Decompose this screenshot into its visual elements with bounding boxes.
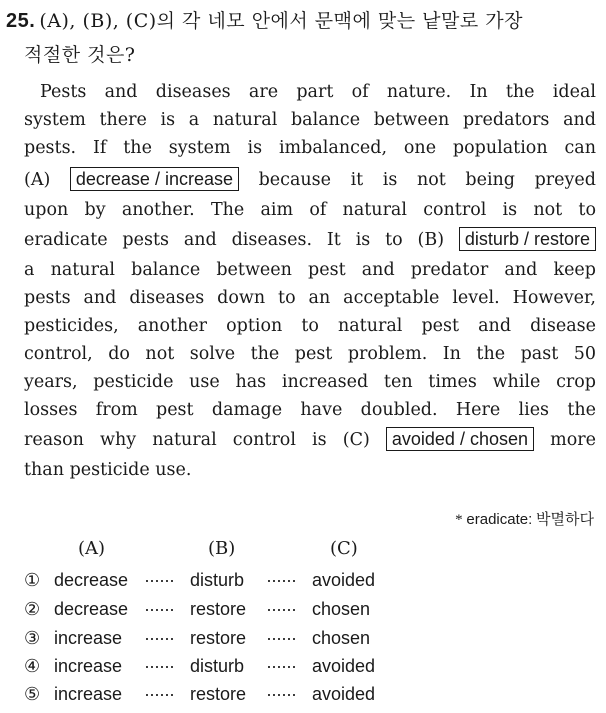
option-a: decrease [54,599,129,619]
column-header-b: (B) [208,538,236,559]
option-a: decrease [54,570,129,590]
separator: ······ [144,570,174,590]
question-prompt-line-2: 적절한 것은? [24,44,136,66]
separator: ······ [266,628,296,648]
choice-box-b: disturb / restore [459,227,596,251]
footnote-marker: * [455,512,463,528]
option-b: restore [190,684,247,704]
passage-line: losses from pest damage have doubled. Here lies the [24,400,596,420]
choice-option-1[interactable] [24,566,444,594]
option-c: avoided [312,570,376,590]
choice-option-3[interactable] [24,624,444,652]
passage-text: because it is not being preyed [258,170,596,190]
passage-line-with-box-b [24,226,596,254]
option-number: ③ [24,628,41,648]
choice-box-a: decrease / increase [70,167,239,191]
passage-line: Pests and diseases are part of nature. In the ideal [40,82,596,102]
option-c: chosen [312,628,371,648]
choice-box-c: avoided / chosen [386,427,534,451]
column-header-a: (A) [78,538,106,559]
passage-line: than pesticide use. [24,460,192,480]
passage-line: pests and diseases down to an acceptable level. However, [24,288,596,308]
choice-option-2[interactable] [24,595,444,623]
separator: ······ [144,599,174,619]
option-c: chosen [312,599,371,619]
option-number: ① [24,570,41,590]
separator: ······ [144,628,174,648]
option-b: disturb [190,570,245,590]
choice-option-5[interactable] [24,680,444,708]
option-number: ⑤ [24,684,41,704]
passage-line: system there is a natural balance between predators and [24,110,596,130]
option-b: restore [190,628,247,648]
option-b: restore [190,599,247,619]
option-number: ④ [24,656,41,676]
separator: ······ [266,570,296,590]
question-prompt-text: (A), (B), (C)의 각 네모 안에서 문맥에 맞는 낱말로 가장 [39,10,523,32]
option-b: disturb [190,656,245,676]
option-a: increase [54,684,123,704]
passage-line: upon by another. The aim of natural control is not to [24,200,596,220]
passage-line: years, pesticide use has increased ten times while crop [24,372,596,392]
passage-text: eradicate pests and diseases. It is to (B) [24,230,445,250]
question-prompt-line-1 [6,6,523,33]
separator: ······ [266,599,296,619]
choice-option-4[interactable] [24,652,444,680]
blank-label-a: (A) [24,170,51,190]
passage-text: reason why natural control is (C) [24,430,370,450]
option-number: ② [24,599,41,619]
passage-line: a natural balance between pest and predator and keep [24,260,596,280]
separator: ······ [266,684,296,704]
option-c: avoided [312,656,376,676]
separator: ······ [144,656,174,676]
separator: ······ [266,656,296,676]
passage-text: more [550,430,596,450]
passage-line: control, do not solve the pest problem. In the past 50 [24,344,596,364]
footnote-term: eradicate: [466,511,533,528]
option-a: increase [54,628,123,648]
footnote [455,508,594,529]
option-c: avoided [312,684,376,704]
passage-line: pesticides, another option to natural pest and disease [24,316,596,336]
passage-line: pests. If the system is imbalanced, one population can [24,138,596,158]
footnote-meaning: 박멸하다 [536,510,594,528]
separator: ······ [144,684,174,704]
option-a: increase [54,656,123,676]
passage-line-with-box-a [24,166,596,194]
passage-line-with-box-c [24,426,596,454]
question-number: 25. [6,10,36,32]
column-header-c: (C) [330,538,358,559]
